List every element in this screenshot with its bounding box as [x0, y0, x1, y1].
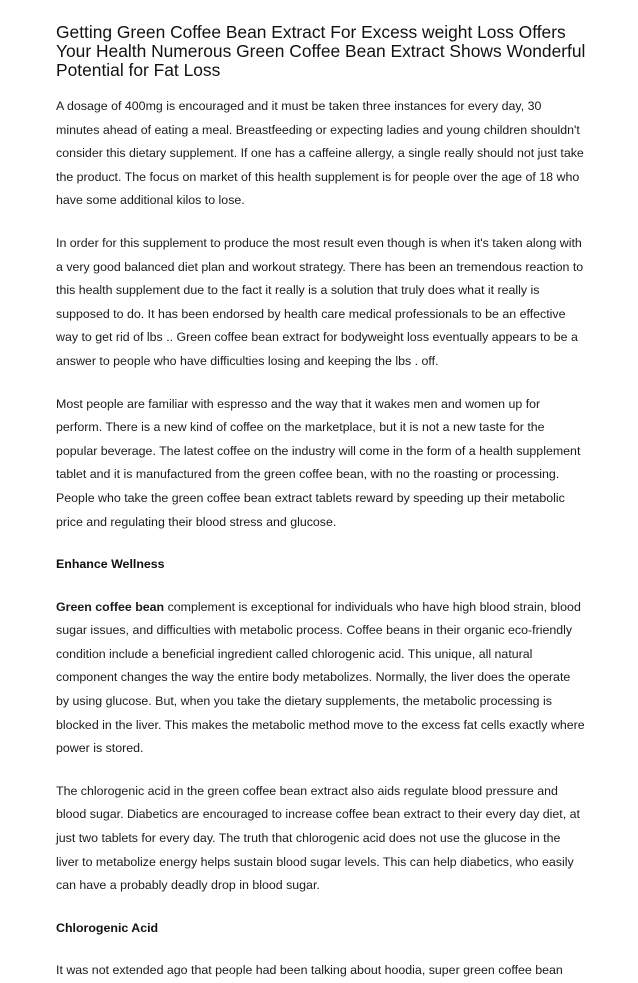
page-title: Getting Green Coffee Bean Extract For Excess weight Loss Offers Your Health Numerous Green Coffee Bean Extract Shows Wonderful Potential for Fat Loss: [56, 22, 586, 80]
paragraph-green-coffee-bean: [56, 596, 586, 761]
paragraph-supplement-result: In order for this supplement to produce the most result even though is when it's taken along with a very good balanced diet plan and workout strategy. There has been an tremendous reaction to this health supplement due to the fact it really is a solution that truly does what it really is supposed to do. It has been endorsed by health care medical professionals to be an effective way to get rid of lbs .. Green coffee bean extract for bodyweight loss eventually appears to be a answer to people who have difficulties losing and keeping the lbs . off.: [56, 235, 584, 368]
section-heading-enhance-wellness: Enhance Wellness: [56, 557, 165, 572]
section-heading-chlorogenic-acid: Chlorogenic Acid: [56, 920, 159, 935]
paragraph-dosage: A dosage of 400mg is encouraged and it must be taken three instances for every day, 30 minutes ahead of eating a meal. Breastfeeding or expecting ladies and young children shouldn't consider this dietary supplement. If one has a caffeine allergy, a single really should not just take the product. The focus on market of this health supplement is for people over the age of 18 who have some additional kilos to lose.: [56, 99, 584, 208]
paragraph-hoodia: It was not extended ago that people had been talking about hoodia, super green coffee bean: [56, 963, 563, 978]
paragraph-body-text: complement is exceptional for individuals who have high blood strain, blood sugar issues, and difficulties with metabolic process. Coffee beans in their organic eco-friendly condition include a beneficial ingredient called chlorogenic acid. This unique, all natural component changes the way the entire body metabolizes. Normally, the liver does the operate by using glucose. But, when you take the dietary supplements, the metabolic processing is blocked in the liver. This makes the metabolic method move to the excess fat cells exactly where power is stored.: [56, 599, 585, 756]
paragraph-lead-text: Green coffee bean: [56, 599, 165, 614]
paragraph-espresso: Most people are familiar with espresso and the way that it wakes men and women up for perform. There is a new kind of coffee on the marketplace, but it is not a new taste for the popular beverage. The latest coffee on the industry will come in the form of a health supplement tablet and it is manufactured from the green coffee bean, with no the roasting or processing. People who take the green coffee bean extract tablets reward by speeding up their metabolic price and regulating their blood stress and glucose.: [56, 396, 581, 529]
paragraph-chlorogenic-acid-aids: The chlorogenic acid in the green coffee bean extract also aids regulate blood pressure and blood sugar. Diabetics are encouraged to increase coffee bean extract to their every day diet, at just two tablets for every day. The truth that chlorogenic acid does not use the glucose in the liver to metabolize energy helps sustain blood sugar levels. This can help diabetics, who easily can have a probably deadly drop in blood sugar.: [56, 783, 580, 893]
document-page: [56, 23, 586, 983]
